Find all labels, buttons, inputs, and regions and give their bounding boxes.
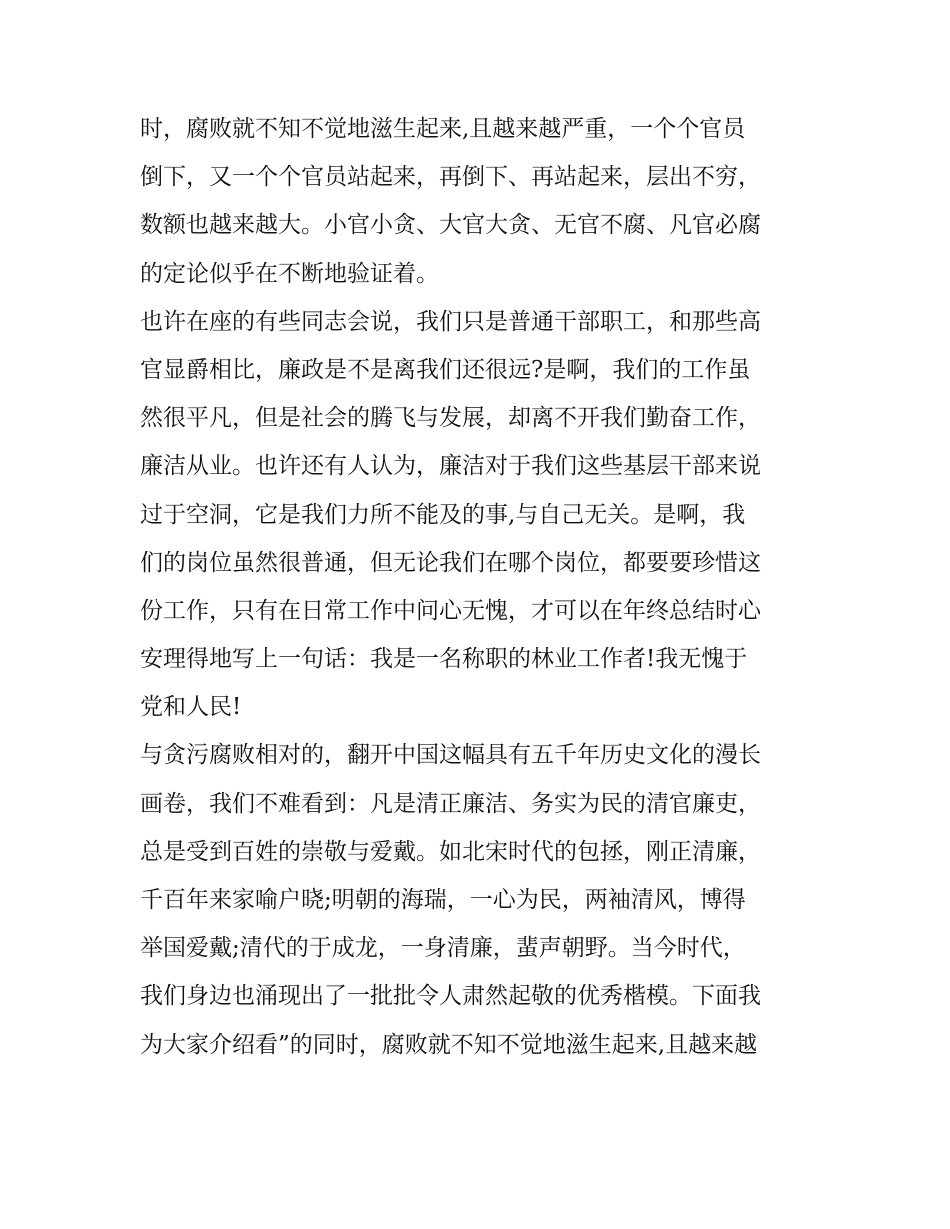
text-line: 数额也越来越大。小官小贪、大官大贪、无官不腐、凡官必腐 bbox=[140, 212, 761, 239]
text-line: 时，腐败就不知不觉地滋生起来,且越来越严重，一个个官员 bbox=[140, 116, 746, 142]
text-line: 画卷，我们不难看到：凡是清正廉洁、务实为民的清官廉吏， bbox=[140, 790, 761, 817]
text-line: 安理得地写上一句话：我是一名称职的林业工作者!我无愧于 bbox=[140, 646, 748, 673]
text-line: 们的岗位虽然很普通，但无论我们在哪个岗位，都要要珍惜这 bbox=[140, 549, 761, 576]
text-line: 的定论似乎在不断地验证着。 bbox=[140, 260, 439, 287]
text-line: 党和人民! bbox=[140, 694, 242, 721]
text-line: 廉洁从业。也许还有人认为，廉洁对于我们这些基层干部来说 bbox=[140, 453, 761, 480]
text-line: 官显爵相比，廉政是不是离我们还很远?是啊，我们的工作虽 bbox=[140, 356, 751, 383]
text-line: 份工作，只有在日常工作中问心无愧，才可以在年终总结时心 bbox=[140, 597, 761, 624]
text-line: 举国爱戴;清代的于成龙，一身清廉，蜚声朝野。当今时代， bbox=[140, 935, 746, 962]
text-line: 然很平凡，但是社会的腾飞与发展，却离不开我们勤奋工作， bbox=[140, 405, 761, 432]
text-line: 也许在座的有些同志会说，我们只是普通干部职工，和那些高 bbox=[140, 308, 761, 335]
text-line: 与贪污腐败相对的，翻开中国这幅具有五千年历史文化的漫长 bbox=[140, 742, 761, 769]
body-text bbox=[140, 105, 820, 1069]
text-line: 我们身边也涌现出了一批批令人肃然起敬的优秀楷模。下面我 bbox=[140, 983, 761, 1010]
text-line: 千百年来家喻户晓;明朝的海瑞，一心为民，两袖清风，博得 bbox=[140, 887, 746, 913]
text-line: 总是受到百姓的崇敬与爱戴。如北宋时代的包拯，刚正清廉， bbox=[140, 838, 761, 865]
text-line: 过于空洞，它是我们力所不能及的事,与自己无关。是啊，我 bbox=[140, 501, 746, 528]
text-line: 为大家介绍看”的同时，腐败就不知不觉地滋生起来,且越来越 bbox=[140, 1031, 758, 1058]
text-line: 倒下，又一个个官员站起来，再倒下、再站起来，层出不穷， bbox=[140, 164, 761, 191]
